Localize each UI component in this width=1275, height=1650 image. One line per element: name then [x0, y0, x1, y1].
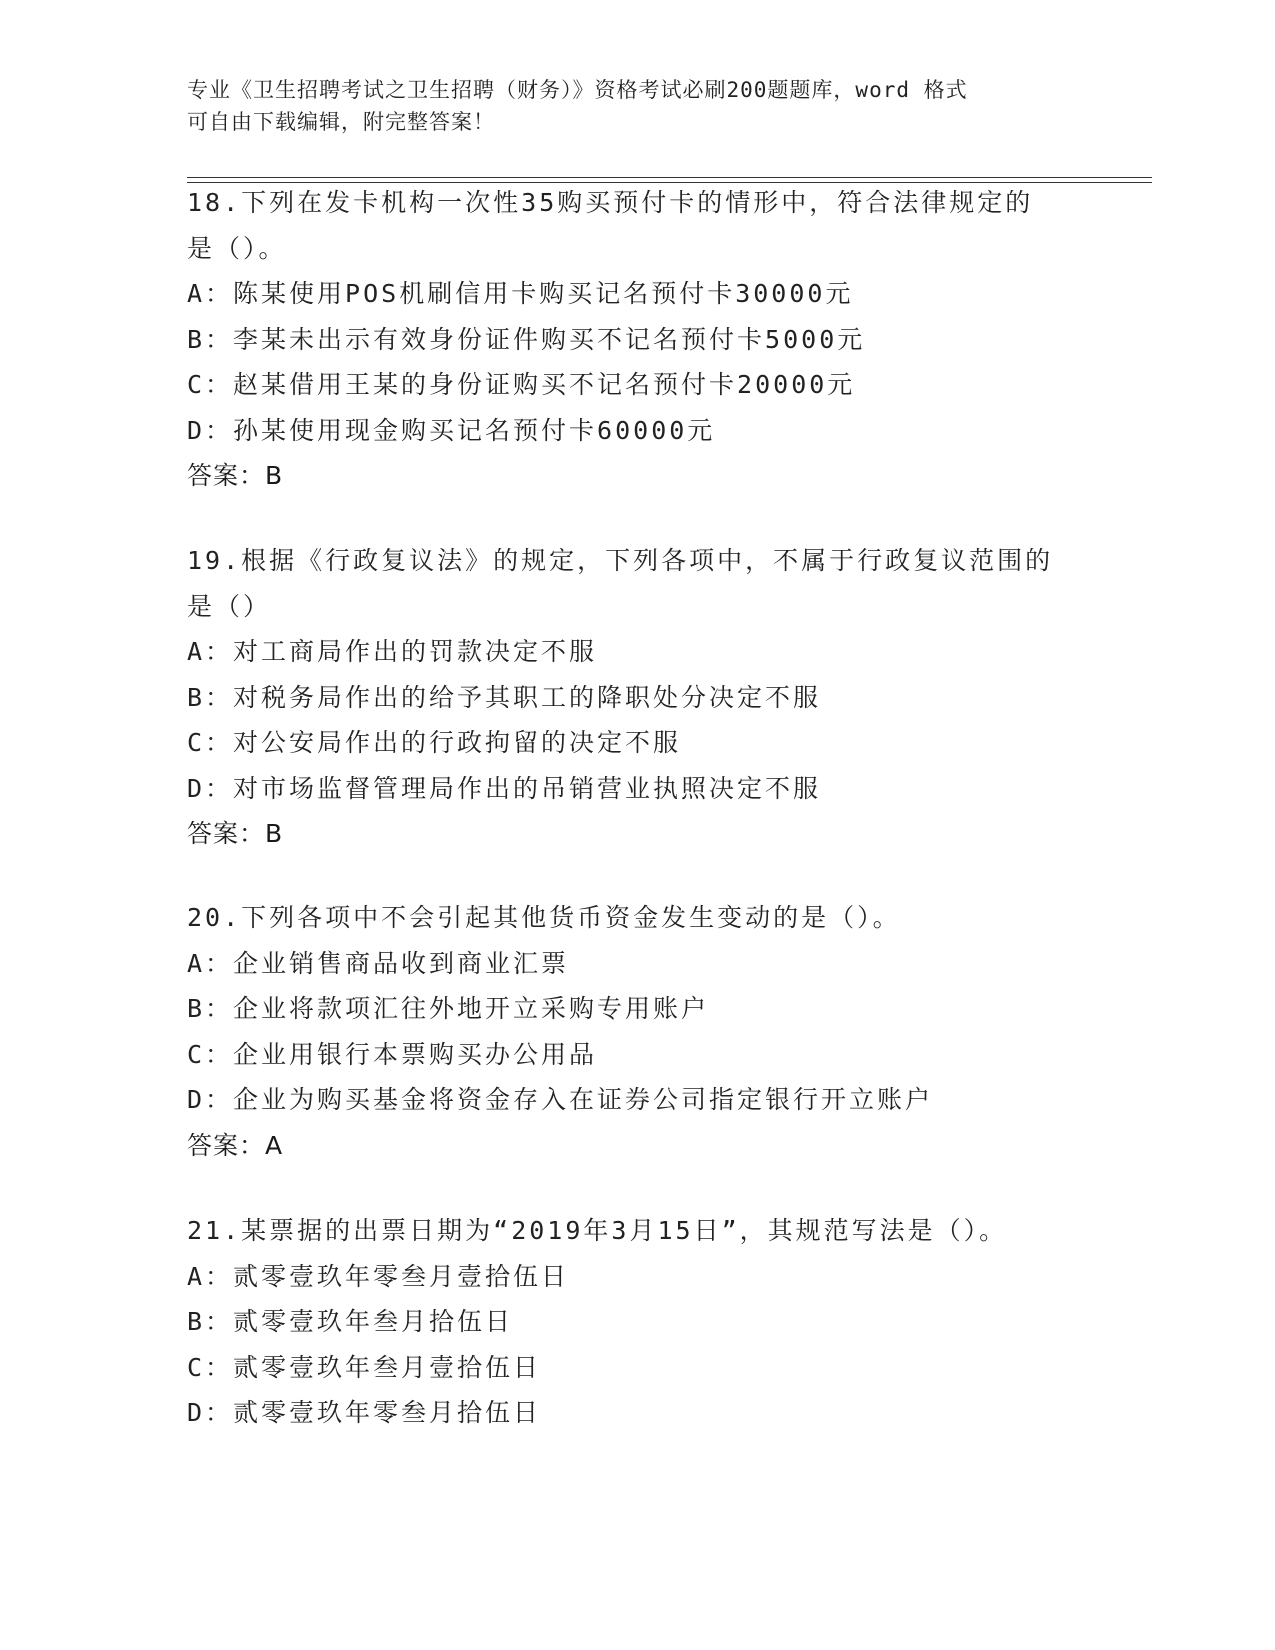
question-21	[187, 1208, 1087, 1436]
option-a: A：企业销售商品收到商业汇票	[187, 948, 570, 978]
option-a: A：陈某使用POS机刷信用卡购买记名预付卡30000元	[187, 279, 854, 308]
question-stem: 19.根据《行政复议法》的规定，下列各项中，不属于行政复议范围的	[187, 546, 1054, 575]
option-b: B：李某未出示有效身份证件购买不记名预付卡5000元	[187, 324, 866, 354]
document-header	[187, 74, 1087, 138]
option-d: D：孙某使用现金购买记名预付卡60000元	[187, 415, 716, 445]
question-stem: 20.下列各项中不会引起其他货币资金发生变动的是（）。	[187, 903, 901, 932]
question-20	[187, 895, 1087, 1168]
question-stem-continued: 是（）	[187, 591, 272, 621]
option-b: B：对税务局作出的给予其职工的降职处分决定不服	[187, 682, 822, 712]
question-19	[187, 538, 1087, 857]
header-divider-top	[187, 177, 1152, 178]
question-stem: 21.某票据的出票日期为“2019年3月15日”，其规范写法是（）。	[187, 1216, 1008, 1245]
answer: 答案：B	[187, 461, 284, 490]
option-c: C：赵某借用王某的身份证购买不记名预付卡20000元	[187, 370, 856, 399]
answer: 答案：B	[187, 819, 284, 848]
header-line-1: 专业《卫生招聘考试之卫生招聘（财务）》资格考试必刷200题题库，word 格式	[187, 78, 968, 102]
option-d: D：对市场监督管理局作出的吊销营业执照决定不服	[187, 773, 822, 803]
option-d: D：贰零壹玖年零叁月拾伍日	[187, 1398, 542, 1427]
answer: 答案：A	[187, 1130, 284, 1160]
option-c: C：对公安局作出的行政拘留的决定不服	[187, 728, 682, 757]
question-18	[187, 180, 1087, 499]
option-a: A：对工商局作出的罚款决定不服	[187, 637, 598, 666]
option-a: A：贰零壹玖年零叁月壹拾伍日	[187, 1261, 570, 1291]
header-line-2: 可自由下载编辑，附完整答案！	[187, 110, 495, 134]
option-d: D：企业为购买基金将资金存入在证券公司指定银行开立账户	[187, 1085, 934, 1114]
option-b: B：贰零壹玖年叁月拾伍日	[187, 1307, 514, 1336]
question-stem: 18.下列在发卡机构一次性35购买预付卡的情形中，符合法律规定的	[187, 188, 1034, 217]
option-b: B：企业将款项汇往外地开立采购专用账户	[187, 994, 710, 1023]
option-c: C：企业用银行本票购买办公用品	[187, 1039, 598, 1069]
option-c: C：贰零壹玖年叁月壹拾伍日	[187, 1352, 542, 1382]
question-stem-continued: 是（）。	[187, 233, 287, 263]
